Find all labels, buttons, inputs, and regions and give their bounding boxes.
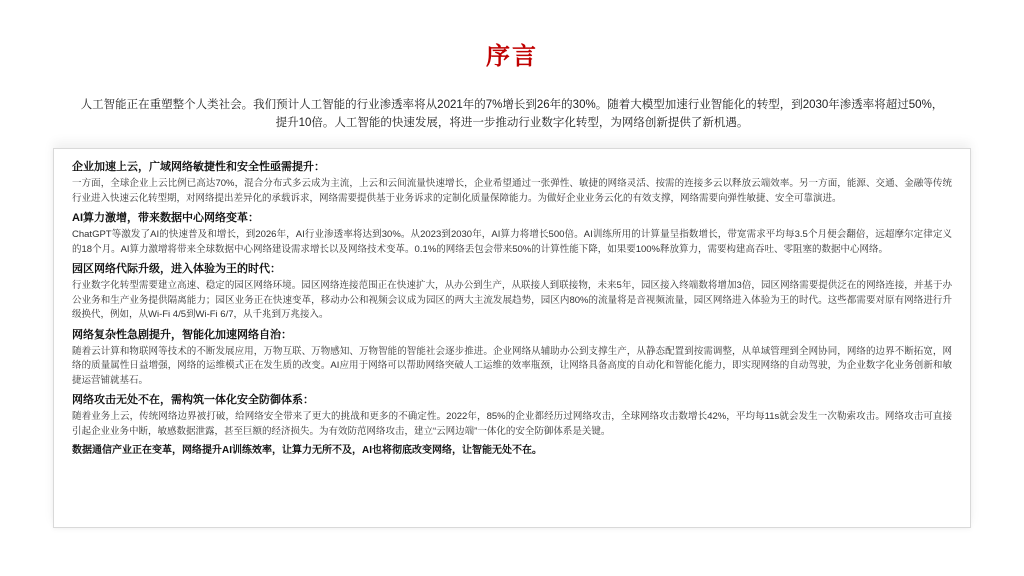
section-body: 一方面，全球企业上云比例已高达70%，混合分布式多云成为主流，上云和云间流量快速增长，企业希望通过一张弹性、敏捷的网络灵活、按需的连接多云以释放云端效率。另一方面，能源、交通、金融等传统行业进入快速云化转型期，对网络提出差异化的承载诉求，网络需要提供基于业务诉求的定制化质量保障能力。为做好企业业务云化的有效支撑，网络需要向弹性敏捷、安全可靠演进。 xyxy=(72,178,952,204)
section-heading: AI算力激增，带来数据中心网络变革： xyxy=(72,212,259,224)
intro-paragraph: 人工智能正在重塑整个人类社会。我们预计人工智能的行业渗透率将从2021年的7%增长到26年的30%。随着大模型加速行业智能化的转型，到2030年渗透率将超过50%，提升10倍。人工智能的快速发展，将进一步推动行业数字化转型，为网络创新提供了新机遇。 xyxy=(80,99,944,129)
section-body: ChatGPT等激发了AI的快速普及和增长，到2026年，AI行业渗透率将达到30%。从2023到2030年，AI算力将增长500倍。AI训练所用的计算量呈指数增长，带宽需求平均每3.5个月便会翻倍，远超摩尔定律定义的18个月。AI算力激增将带来全球数据中心网络建设需求增长以及网络技术变革。0.1%的网络丢包会带来50%的计算性能下降，如果要100%释放算力，需要构建高吞吐、零阻塞的数据中心网络。 xyxy=(72,229,952,255)
section-autonomy xyxy=(72,327,952,389)
section-campus xyxy=(72,261,952,323)
section-heading: 网络攻击无处不在，需构筑一体化安全防御体系： xyxy=(72,394,314,406)
section-cloud xyxy=(72,159,952,206)
content-card xyxy=(53,148,971,528)
section-heading: 企业加速上云，广域网络敏捷性和安全性亟需提升： xyxy=(72,161,325,173)
section-ai-compute xyxy=(72,210,952,257)
section-heading: 园区网络代际升级，进入体验为王的时代： xyxy=(72,263,281,275)
section-security xyxy=(72,392,952,439)
section-body: 随着业务上云，传统网络边界被打破，给网络安全带来了更大的挑战和更多的不确定性。2022年，85%的企业都经历过网络攻击，全球网络攻击数增长42%，平均每11s就会发生一次勒索攻击。网络攻击可直接引起企业业务中断，敏感数据泄露，甚至巨额的经济损失。为有效防范网络攻击，建立“云网边端”一体化的安全防御体系是关键。 xyxy=(72,411,952,437)
section-body: 随着云计算和物联网等技术的不断发展应用，万物互联、万物感知、万物智能的智能社会逐步推进。企业网络从辅助办公到支撑生产，从静态配置到按需调整，从单域管理到全网协同，网络的边界不断拓宽，网络的质量属性日益增强，网络的运维模式正在发生质的改变。AI应用于网络可以帮助网络突破人工运维的效率瓶颈，让网络具备高度的自动化和智能化能力，即实现网络的自动驾驶，为企业数字化业务创新和敏捷运营铺就基石。 xyxy=(72,345,952,386)
section-body: 行业数字化转型需要建立高速、稳定的园区网络环境。园区网络连接范围正在快速扩大，从办公到生产，从联接人到联接物，未来5年，园区接入终端数将增加3倍，园区网络需要提供泛在的网络连接，并基于办公业务和生产业务提供隔离能力；园区业务正在快速变革，移动办公和视频会议成为园区的两大主流发展趋势，园区内80%的流量将是音视频流量，园区网络进入体验为王的时代。这些都需要对原有网络进行升级换代，例如，从Wi-Fi 4/5到Wi-Fi 6/7，从千兆到万兆接入。 xyxy=(72,280,952,320)
section-heading: 网络复杂性急剧提升，智能化加速网络自治： xyxy=(72,328,292,341)
closing-statement: 数据通信产业正在变革，网络提升AI训练效率，让算力无所不及，AI也将彻底改变网络，让智能无处不在。 xyxy=(72,445,542,456)
page-title: 序言 xyxy=(486,43,538,70)
